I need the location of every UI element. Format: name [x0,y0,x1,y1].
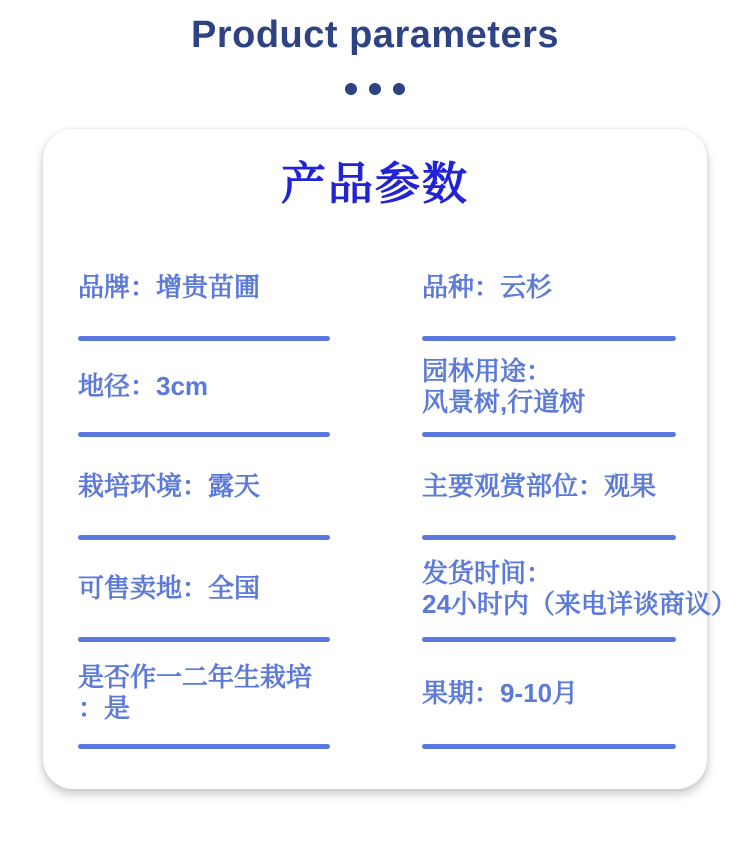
param-grid [43,239,737,749]
param-text: 栽培环境：露天 [78,470,261,501]
param-item-delivery-time [422,540,737,642]
param-item-ground-diameter [78,341,330,437]
param-item-annual-biennial [78,642,330,749]
param-item-garden-use [422,341,676,437]
page-header [0,0,750,95]
param-underline [78,744,330,749]
param-item-variety [422,239,676,341]
param-text: 发货时间： 24小时内（来电详谈商议） [422,557,737,619]
param-text: 可售卖地：全国 [78,573,261,603]
param-text: 主要观赏部位：观果 [422,470,657,501]
card-title: 产品参数 [280,158,469,209]
param-text: 园林用途： 风景树,行道树 [422,355,586,417]
param-text: 是否作一二年生栽培 ：是 [78,662,313,723]
param-text: 品牌：增贵苗圃 [78,272,261,302]
param-item-ornamental-part [422,437,676,540]
dot-icon [345,83,357,95]
product-parameters-card [43,129,737,789]
page-title: Product parameters [190,14,559,56]
param-item-brand [78,239,330,341]
param-item-fruit-period [422,642,676,749]
param-text: 地径：3cm [78,371,209,401]
param-text: 果期：9-10月 [422,677,579,708]
param-text: 品种：云杉 [422,272,553,302]
title-dots-decoration [0,83,750,95]
param-underline [422,744,676,749]
param-item-sales-area [78,540,330,642]
dot-icon [369,83,381,95]
dot-icon [393,83,405,95]
param-item-cultivation-environment [78,437,330,540]
